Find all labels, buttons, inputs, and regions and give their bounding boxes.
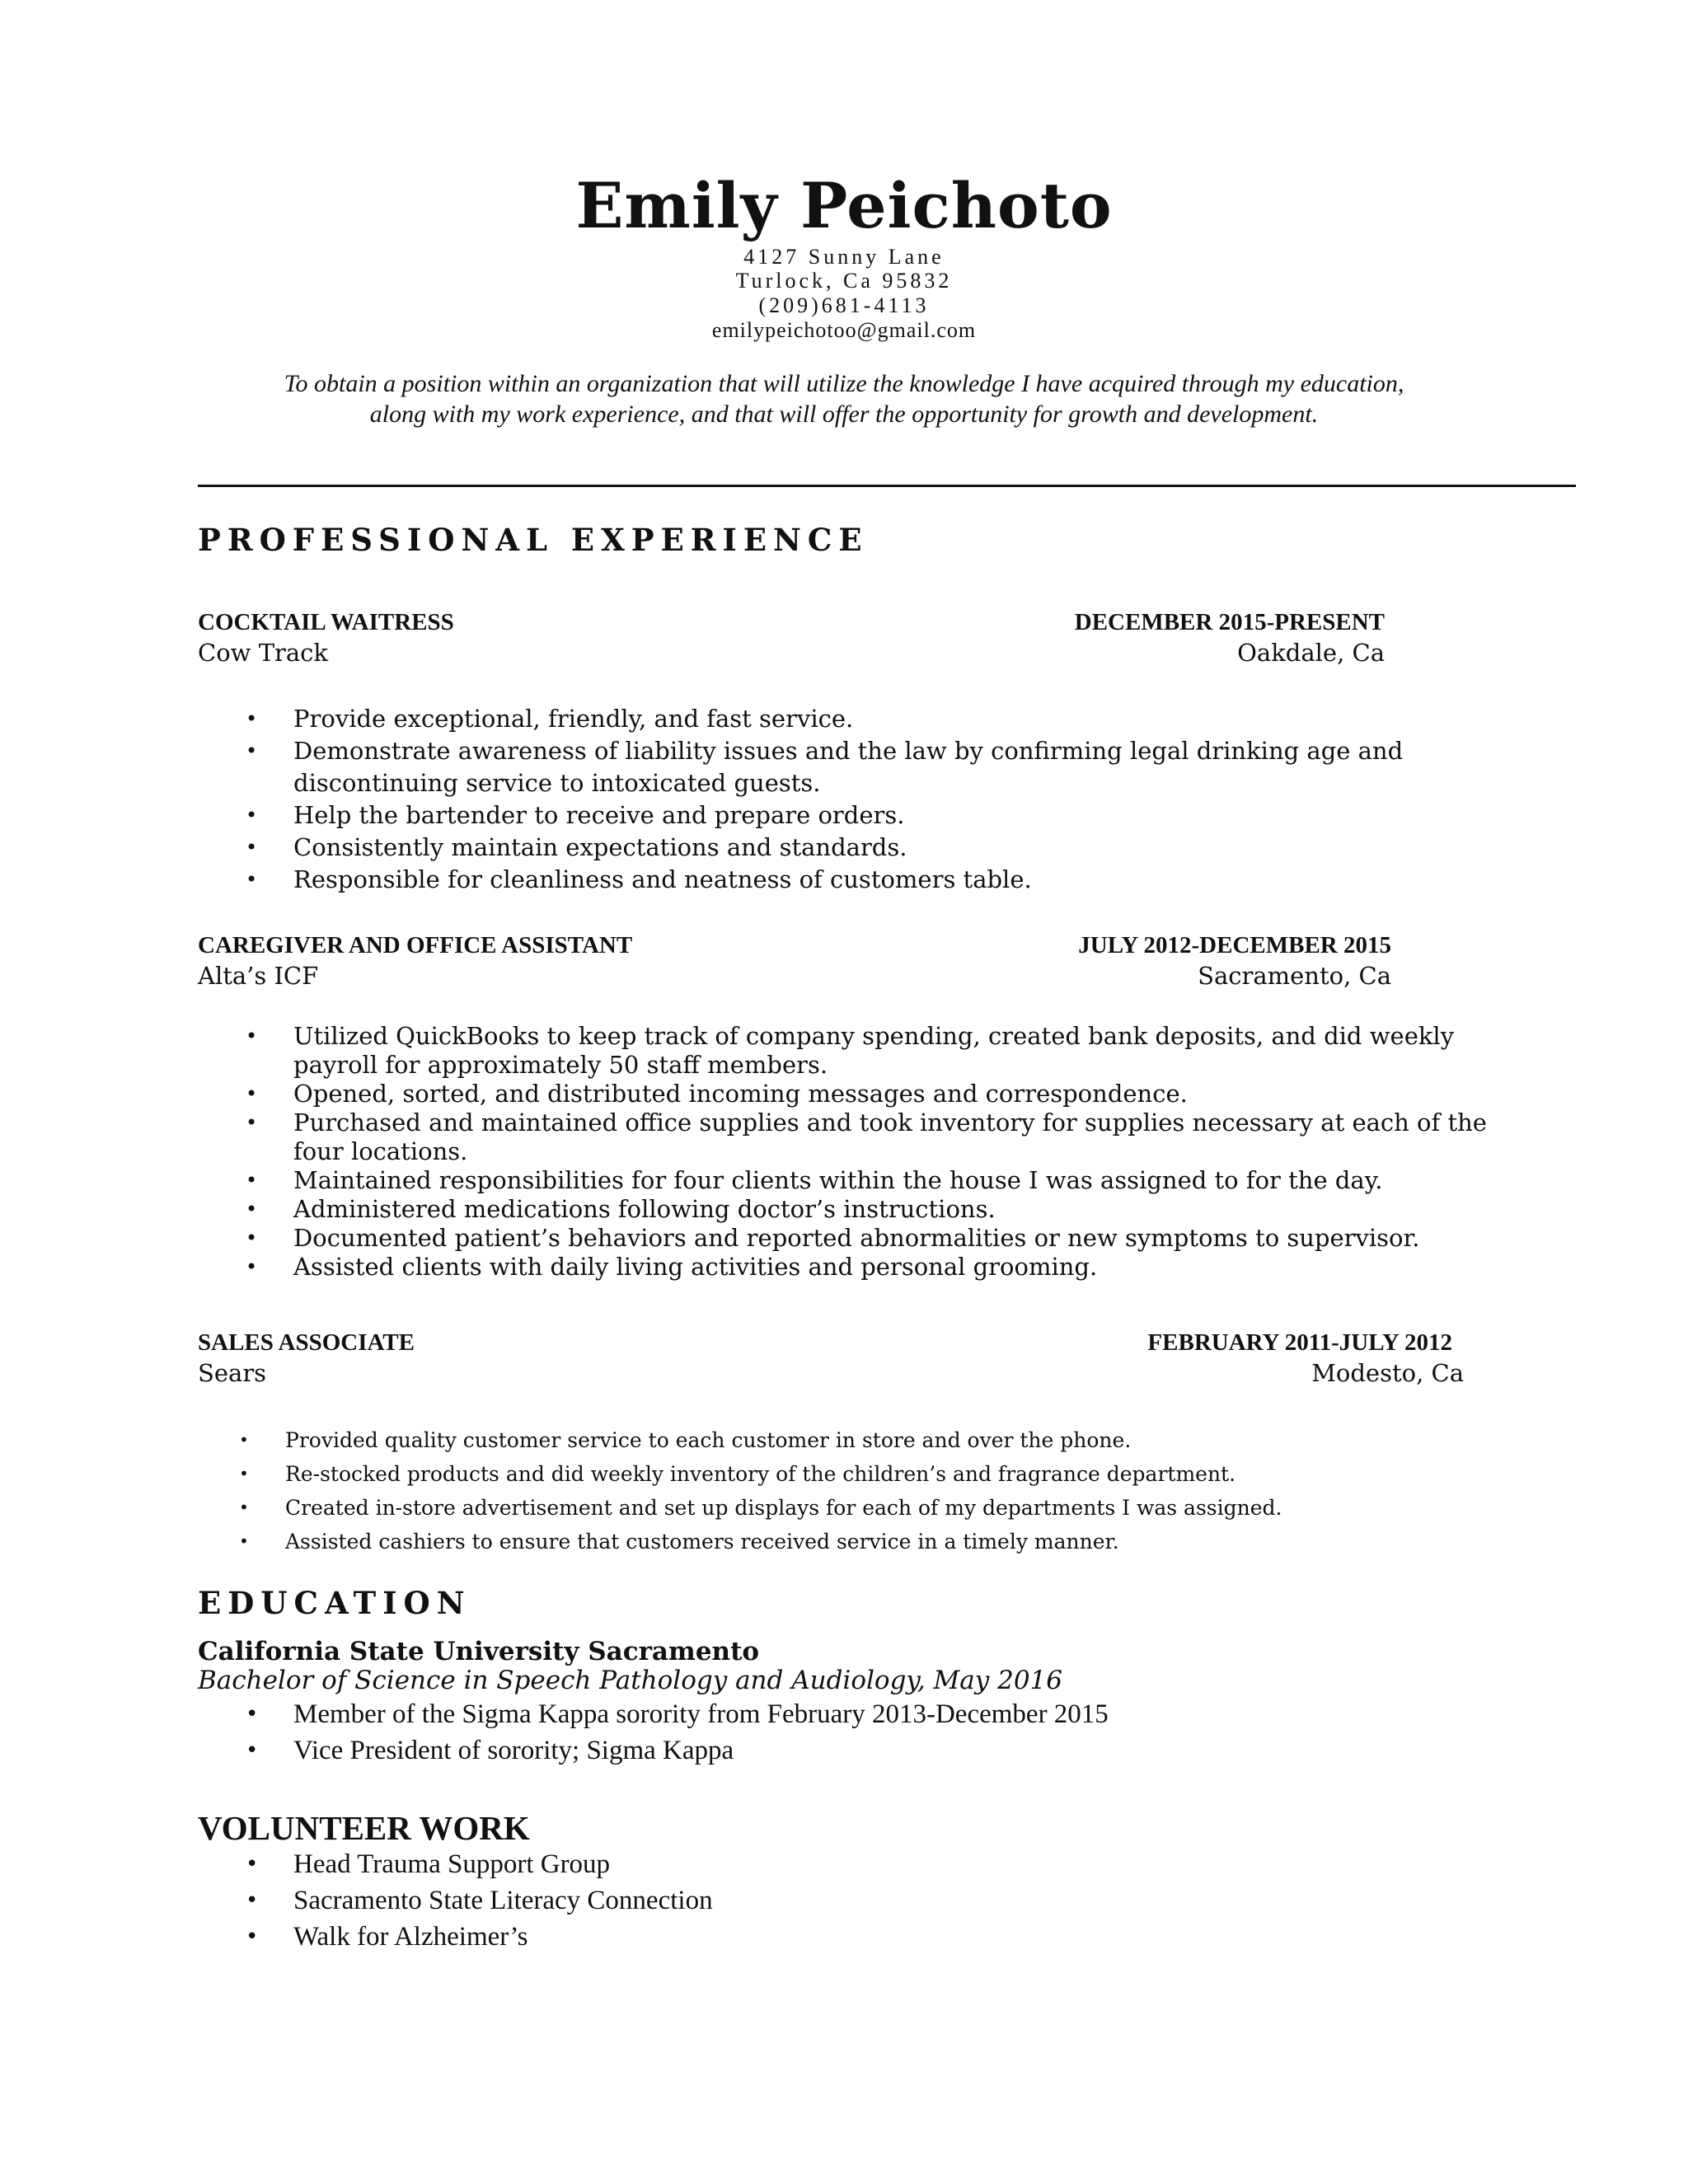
bullet-icon: • [239, 1531, 249, 1551]
job-employer: Sears [198, 1359, 267, 1387]
list-item: • Walk for Alzheimer’s [239, 1919, 1508, 1955]
bullet-icon: • [246, 804, 258, 827]
job-bullet-list [239, 1022, 1525, 1282]
list-item: • Help the bartender to receive and prepare orders. [239, 799, 1508, 832]
job-bullet-list [239, 703, 1508, 896]
list-item: • Assisted cashiers to ensure that customers received service in a timely manner. [232, 1525, 1502, 1558]
job-title: CAREGIVER AND OFFICE ASSISTANT [198, 932, 633, 958]
job-dates: FEBRUARY 2011-JULY 2012 [1147, 1329, 1452, 1356]
bullet-icon: • [246, 1082, 258, 1105]
education-bullet-list [239, 1696, 1508, 1769]
bullet-icon: • [246, 1226, 258, 1249]
section-heading-experience: PROFESSIONAL EXPERIENCE [198, 522, 869, 558]
bullet-icon: • [246, 707, 258, 730]
bullet-icon: • [246, 1024, 258, 1047]
list-item: • Administered medications following doctor’s instructions. [246, 1195, 996, 1223]
school-name: California State University Sacramento [198, 1637, 760, 1666]
list-item: • Documented patient’s behaviors and reported abnormalities or new symptoms to supervisor. [246, 1224, 1420, 1252]
volunteer-bullet-list [239, 1846, 1508, 1955]
phone-number: (209)681-4113 [758, 293, 930, 317]
address-line-1: 4127 Sunny Lane [743, 245, 945, 269]
bullet-icon: • [246, 1111, 258, 1134]
list-item: • Sacramento State Literacy Connection [239, 1882, 1508, 1919]
bullet-icon: • [246, 1852, 259, 1877]
list-item: • Provided quality customer service to each customer in store and over the phone. [232, 1423, 1502, 1457]
list-item: • Consistently maintain expectations and standards. [239, 832, 1508, 864]
section-heading-volunteer: VOLUNTEER WORK [198, 1809, 530, 1847]
bullet-icon: • [239, 1464, 249, 1483]
job-location: Modesto, Ca [1311, 1359, 1464, 1387]
list-item: • Demonstrate awareness of liability issues and the law by confirming legal drinking age and discontinuing service to intoxicated guests. [246, 737, 1404, 797]
bullet-icon: • [246, 739, 258, 762]
objective-line-1: To obtain a position within an organization that will utilize the knowledge I have acquired through my education, [284, 370, 1404, 397]
list-item: • Assisted clients with daily living activities and personal grooming. [246, 1253, 1098, 1281]
bullet-icon: • [246, 1169, 258, 1192]
section-heading-education: EDUCATION [198, 1585, 471, 1621]
bullet-icon: • [239, 1497, 249, 1517]
bullet-icon: • [246, 1924, 259, 1949]
list-item: • Utilized QuickBooks to keep track of company spending, created bank deposits, and did weekly payroll for approximately 50 staff members. [246, 1022, 1455, 1079]
list-item: • Head Trauma Support Group [239, 1846, 1508, 1882]
email-address: emilypeichotoo@gmail.com [711, 318, 977, 342]
job-employer: Cow Track [198, 639, 328, 667]
job-location: Oakdale, Ca [1237, 639, 1385, 667]
objective-line-2: along with my work experience, and that will offer the opportunity for growth and development. [369, 401, 1319, 428]
job-location: Sacramento, Ca [1198, 962, 1391, 990]
list-item: • Member of the Sigma Kappa sorority from February 2013-December 2015 [239, 1696, 1508, 1732]
bullet-icon: • [239, 1430, 249, 1450]
job-dates: JULY 2012-DECEMBER 2015 [1078, 932, 1391, 958]
bullet-icon: • [246, 1738, 259, 1763]
bullet-icon: • [246, 1888, 259, 1913]
list-item: • Provide exceptional, friendly, and fast service. [239, 703, 1508, 735]
bullet-icon: • [246, 836, 258, 859]
list-item: • Responsible for cleanliness and neatness of customers table. [239, 864, 1508, 896]
list-item: • Vice President of sorority; Sigma Kappa [239, 1732, 1508, 1769]
list-item: • Re-stocked products and did weekly inventory of the children’s and fragrance department. [232, 1457, 1502, 1491]
list-item: • Opened, sorted, and distributed incoming messages and correspondence. [246, 1080, 1188, 1108]
bullet-icon: • [246, 1197, 258, 1221]
list-item: • Created in-store advertisement and set up displays for each of my departments I was assigned. [232, 1491, 1502, 1525]
job-title: SALES ASSOCIATE [198, 1329, 415, 1356]
bullet-icon: • [246, 1255, 258, 1278]
list-item: • Purchased and maintained office supplies and took inventory for supplies necessary at each of the four locations. [246, 1108, 1487, 1165]
candidate-name: Emily Peichoto [575, 169, 1113, 242]
address-line-2: Turlock, Ca 95832 [735, 269, 953, 293]
job-title: COCKTAIL WAITRESS [198, 609, 454, 635]
list-item: • Maintained responsibilities for four clients within the house I was assigned to for the day. [246, 1166, 1383, 1194]
bullet-icon: • [246, 1702, 259, 1727]
job-dates: DECEMBER 2015-PRESENT [1074, 609, 1385, 635]
degree-title: Bachelor of Science in Speech Pathology and Audiology, May 2016 [198, 1666, 1063, 1695]
bullet-icon: • [246, 868, 258, 891]
job-employer: Alta’s ICF [198, 962, 319, 990]
job-bullet-list [232, 1423, 1502, 1558]
header-divider [198, 485, 1576, 487]
